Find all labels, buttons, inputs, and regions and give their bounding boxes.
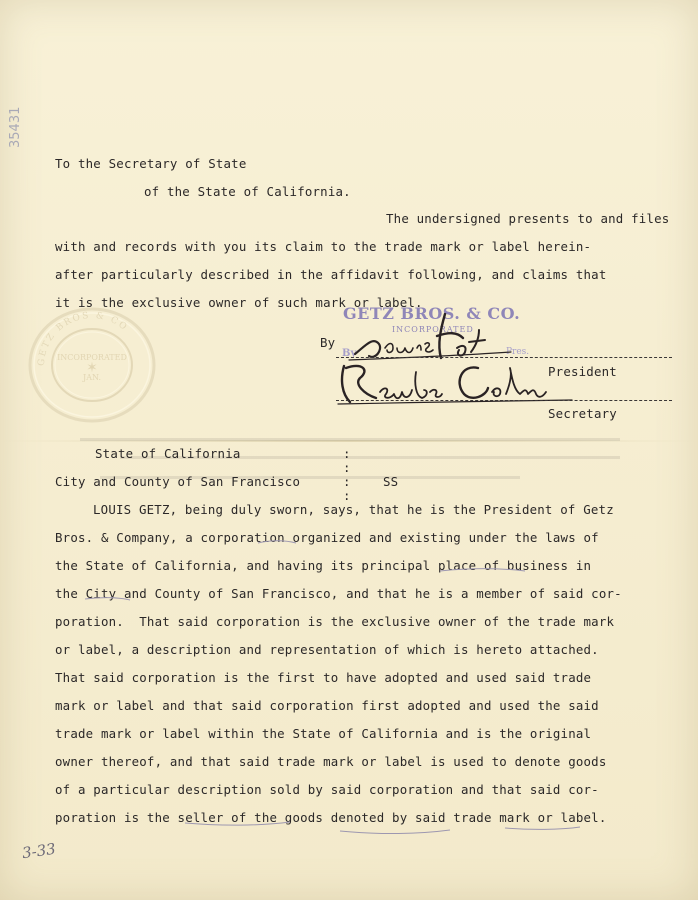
venue-colon-1: : [343, 446, 351, 461]
venue-colon-2: : [343, 460, 351, 475]
para1-line-1: The undersigned presents to and files [386, 211, 670, 226]
venue-ss: SS [383, 474, 399, 489]
svg-text:JAN.: JAN. [82, 373, 102, 382]
para2-line-6: or label, a description and representation of which is hereto attached. [55, 642, 599, 657]
para2-line-9: trade mark or label within the State of California and is the original [55, 726, 592, 741]
para2-line-1: LOUIS GETZ, being duly sworn, says, that he is the President of Getz [93, 502, 614, 517]
margin-pencil-note: 35431 [8, 106, 23, 148]
para1-line-4: it is the exclusive owner of such mark or label. [55, 295, 423, 310]
company-stamp-by: By [342, 348, 357, 359]
company-stamp-incorporated: INCORPORATED [392, 325, 474, 334]
pencil-page-note: 3-33 [20, 839, 57, 863]
para2-line-3: the State of California, and having its principal place of business in [55, 558, 592, 573]
para1-line-2: with and records with you its claim to the trade mark or label herein- [55, 239, 592, 254]
svg-text:GETZ BROS & CO: GETZ BROS & CO [36, 310, 130, 367]
salutation-line-1: To the Secretary of State [55, 156, 247, 171]
para2-line-4: the City and County of San Francisco, and that he is a member of said cor- [55, 586, 622, 601]
para2-line-10: owner thereof, and that said trade mark or label is used to denote goods [55, 754, 607, 769]
secretary-label: Secretary [548, 406, 617, 421]
para2-line-5: poration. That said corporation is the exclusive owner of the trade mark [55, 614, 615, 629]
venue-county: City and County of San Francisco [55, 474, 301, 489]
para2-line-7: That said corporation is the first to have adopted and used said trade [55, 670, 592, 685]
salutation-line-2: of the State of California. [144, 184, 351, 199]
para2-line-12: poration is the seller of the goods denoted by said trade mark or label. [55, 810, 607, 825]
svg-text:INCORPORATED: INCORPORATED [57, 353, 127, 362]
para2-line-11: of a particular description sold by said corporation and that said cor- [55, 782, 599, 797]
venue-state: State of California [95, 446, 241, 461]
company-stamp-name: GETZ BROS. & CO. [343, 304, 521, 323]
venue-colon-4: : [343, 488, 351, 503]
by-label: By [320, 335, 336, 350]
president-label: President [548, 364, 617, 379]
svg-text:✶: ✶ [86, 360, 98, 376]
para2-line-2: Bros. & Company, a corporation organized and existing under the laws of [55, 530, 599, 545]
venue-colon-3: : [343, 474, 351, 489]
para2-line-8: mark or label and that said corporation first adopted and used the said [55, 698, 599, 713]
company-stamp-pres: Pres. [506, 347, 530, 357]
para1-line-3: after particularly described in the affidavit following, and claims that [55, 267, 607, 282]
